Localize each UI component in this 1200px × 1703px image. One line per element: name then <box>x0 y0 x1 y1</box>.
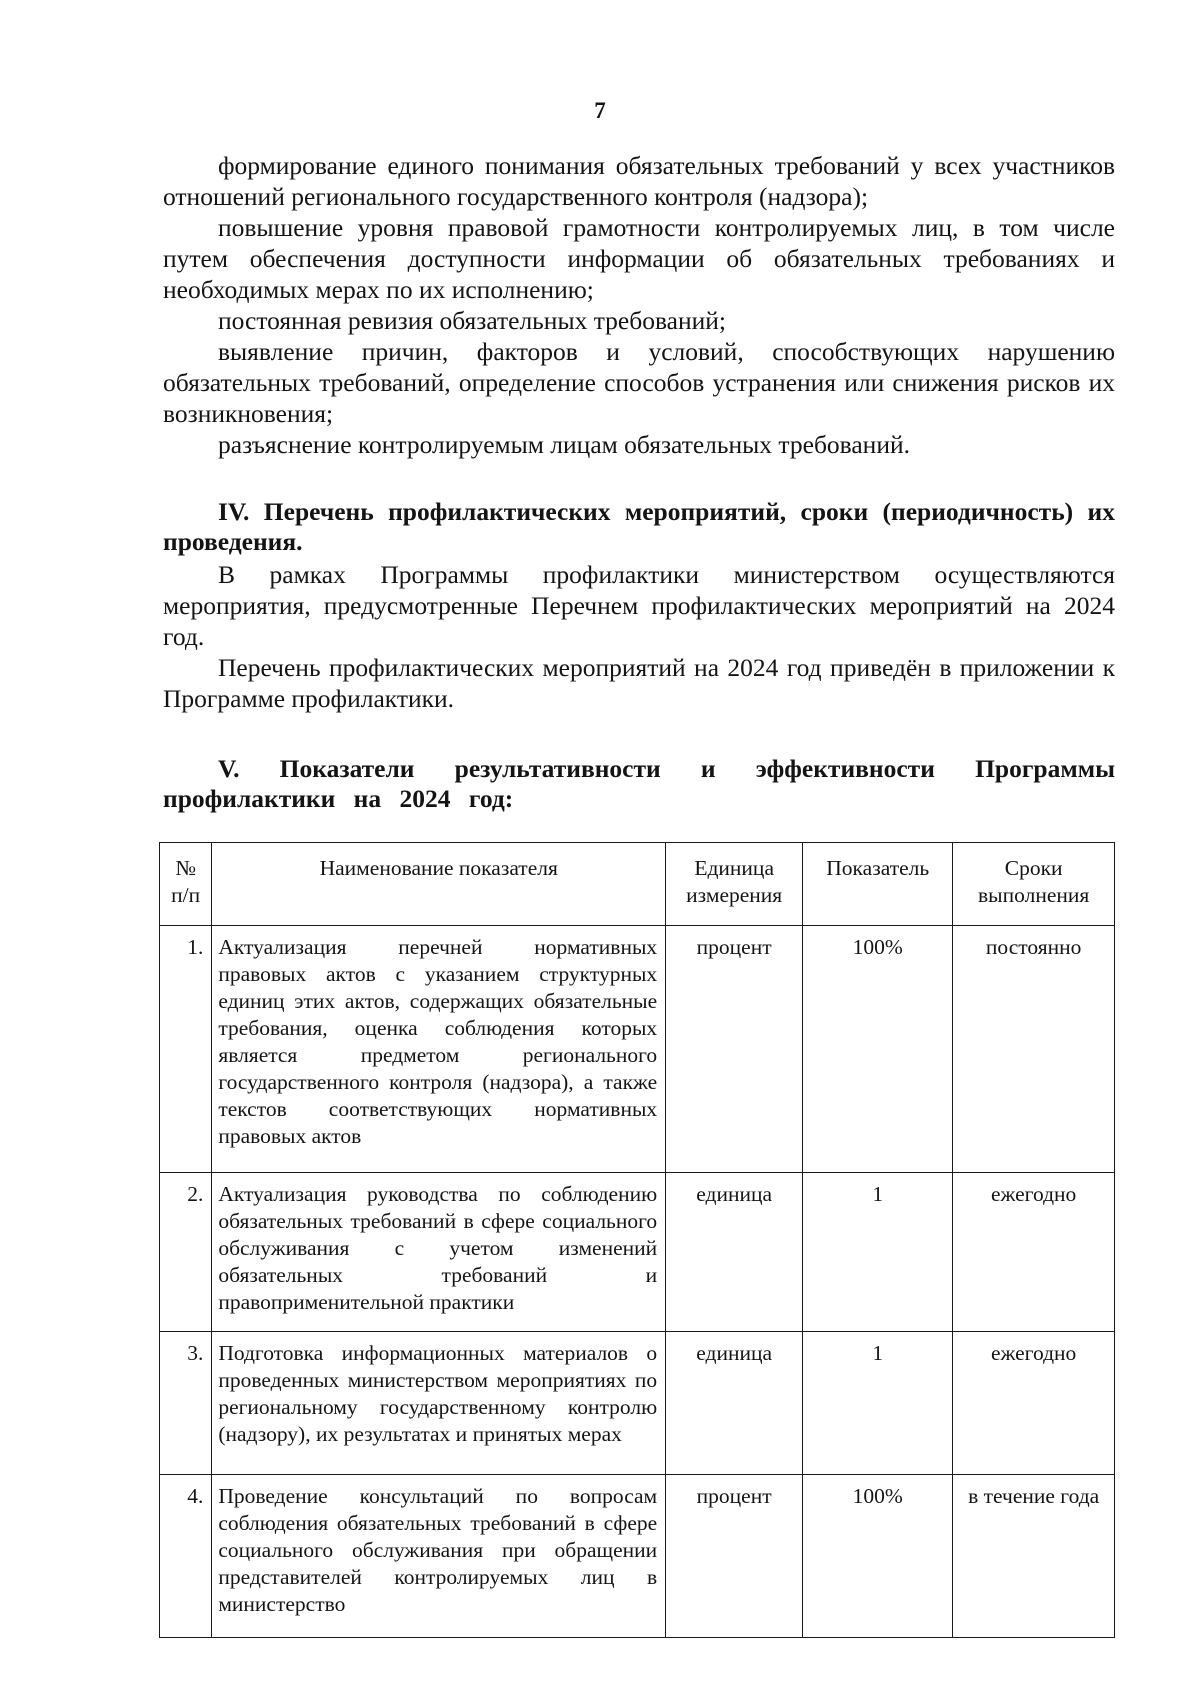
section-5-heading: V. Показатели результативности и эффективности Программы профилактики на 2024 год: <box>163 754 1115 813</box>
header-name: Наименование показателя <box>212 843 666 926</box>
page-number: 7 <box>594 98 606 123</box>
cell-unit: процент <box>666 926 803 1173</box>
cell-term: ежегодно <box>953 1332 1115 1475</box>
cell-num: 3. <box>160 1332 212 1475</box>
section-5 <box>163 754 1115 814</box>
cell-value: 1 <box>803 1332 953 1475</box>
cell-value: 100% <box>803 926 953 1173</box>
intro-item: формирование единого понимания обязательных требований у всех участников отношений регионального государственного контроля (надзора); <box>163 151 1115 211</box>
cell-name: Проведение консультаций по вопросам соблюдения обязательных требований в сфере социального обслуживания при обращении представителей контролируемых лиц в министерство <box>212 1475 666 1638</box>
cell-unit: процент <box>666 1475 803 1638</box>
table-header-row <box>160 843 1115 926</box>
intro-item: выявление причин, факторов и условий, способствующих нарушению обязательных требований, определение способов устранения или снижения рисков их возникновения; <box>163 337 1115 428</box>
cell-num: 1. <box>160 926 212 1173</box>
section-4-paragraph: В рамках Программы профилактики министерством осуществляются мероприятия, предусмотренные Перечнем профилактических мероприятий на 2024 год. <box>163 560 1115 651</box>
section-4-heading: IV. Перечень профилактических мероприятий, сроки (периодичность) их проведения. <box>163 497 1115 556</box>
indicators-table <box>159 842 1115 1638</box>
intro-item: разъяснение контролируемым лицам обязательных требований. <box>218 430 910 459</box>
cell-term: в течение года <box>953 1475 1115 1638</box>
cell-num: 2. <box>160 1173 212 1332</box>
cell-value: 1 <box>803 1173 953 1332</box>
header-unit: Единица измерения <box>666 843 803 926</box>
cell-name: Актуализация руководства по соблюдению обязательных требований в сфере социального обслуживания с учетом изменений обязательных требований и правоприменительной практики <box>212 1173 666 1332</box>
table-row <box>160 1475 1115 1638</box>
cell-term: ежегодно <box>953 1173 1115 1332</box>
table-row <box>160 1332 1115 1475</box>
cell-name: Подготовка информационных материалов о проведенных министерством мероприятиях по региональному государственному контролю (надзору), их результатах и принятых мерах <box>212 1332 666 1475</box>
table-row <box>160 926 1115 1173</box>
cell-name: Актуализация перечней нормативных правовых актов с указанием структурных единиц этих актов, содержащих обязательные требования, оценка соблюдения которых является предметом регионального государственного контроля (надзора), а также текстов соответствующих нормативных правовых актов <box>212 926 666 1173</box>
header-term: Сроки выполнения <box>953 843 1115 926</box>
header-value: Показатель <box>803 843 953 926</box>
header-num: № п/п <box>160 843 212 926</box>
intro-item: повышение уровня правовой грамотности контролируемых лиц, в том числе путем обеспечения доступности информации об обязательных требованиях и необходимых мерах по их исполнению; <box>163 213 1115 304</box>
table-row <box>160 1173 1115 1332</box>
cell-unit: единица <box>666 1332 803 1475</box>
intro-items <box>163 150 1115 460</box>
cell-num: 4. <box>160 1475 212 1638</box>
section-4 <box>163 497 1115 714</box>
cell-term: постоянно <box>953 926 1115 1173</box>
cell-value: 100% <box>803 1475 953 1638</box>
section-4-paragraph: Перечень профилактических мероприятий на 2024 год приведён в приложении к Программе профилактики. <box>163 653 1115 713</box>
intro-item: постоянная ревизия обязательных требований; <box>218 306 727 335</box>
cell-unit: единица <box>666 1173 803 1332</box>
